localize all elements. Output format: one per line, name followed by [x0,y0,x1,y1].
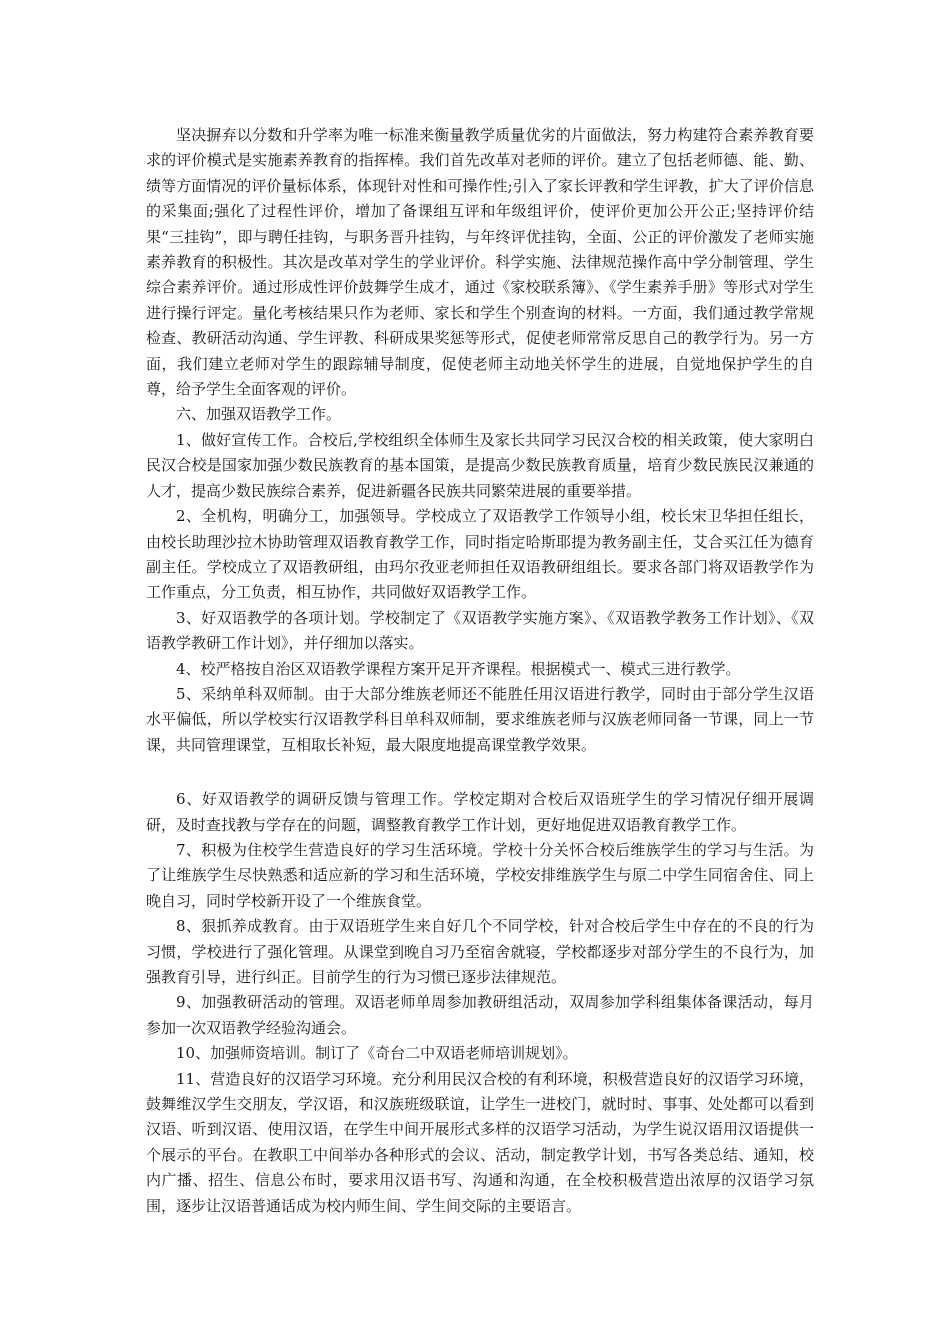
paragraph-item-10: 10、加强师资培训。制订了《奇台二中双语老师培训规划》。 [176,1044,578,1063]
paragraph-item-6: 6、好双语教学的调研反馈与管理工作。学校定期对合校后双语班学生的学习情况仔细开展调研，及时查找教与学存在的问题，调整教育教学工作计划，更好地促进双语教育教学工作。 [146,790,814,834]
paragraph-item-4: 4、校严格按自治区双语教学课程方案开足开齐课程。根据模式一、模式三进行教学。 [176,659,741,678]
paragraph-item-5: 5、采纳单科双师制。由于大部分维族老师还不能胜任用汉语进行教学，同时由于部分学生汉语水平偏低，所以学校实行汉语教学科目单科双师制，要求维族老师与汉族老师同备一节课，同上一节课，共同管理课堂，互相取长补短，最大限度地提高课堂教学效果。 [146,684,814,754]
paragraph-item-9: 9、加强教研活动的管理。双语老师单周参加教研组活动，双周参加学科组集体备课活动，每月参加一次双语教学经验沟通会。 [146,993,814,1037]
document-body [146,123,814,1219]
paragraph-item-7: 7、积极为住校学生营造良好的学习生活环境。学校十分关怀合校后维族学生的学习与生活。为了让维族学生尽快熟悉和适应新的学习和生活环境，学校安排维族学生与原二中学生同宿舍住、同上晚自习，同时学校新开设了一个维族食堂。 [146,840,814,910]
paragraph-item-2: 2、全机构，明确分工，加强领导。学校成立了双语教学工作领导小组，校长宋卫华担任组长，由校长助理沙拉木协助管理双语教育教学工作，同时指定哈斯耶提为教务副主任，艾合买江任为德育副主任。学校成立了双语教研组，由玛尔孜亚老师担任双语教研组组长。要求各部门将双语教学作为工作重点，分工负责，相互协作，共同做好双语教学工作。 [146,507,814,602]
paragraph-item-8: 8、狠抓养成教育。由于双语班学生来自好几个不同学校，针对合校后学生中存在的不良的行为习惯，学校进行了强化管理。从课堂到晚自习乃至宿舍就寝，学校都逐步对部分学生的不良行为，加强教育引导，进行纠正。目前学生的行为习惯已逐步法律规范。 [146,917,814,986]
paragraph-item-1: 1、做好宣传工作。合校后,学校组织全体师生及家长共同学习民汉合校的相关政策，使大家明白民汉合校是国家加强少数民族教育的基本国策，是提高少数民族教育质量，培育少数民族民汉兼通的人才，提高少数民族综合素养，促进新疆各民族共同繁荣进展的重要举措。 [146,430,814,500]
paragraph-item-3: 3、好双语教学的各项计划。学校制定了《双语教学实施方案》、《双语教学教务工作计划》、《双语教学教研工作计划》，并仔细加以落实。 [146,608,814,653]
paragraph-item-11: 11、营造良好的汉语学习环境。充分利用民汉合校的有利环境，积极营造良好的汉语学习环境，鼓舞维汉学生交朋友，学汉语，和汉族班级联谊，让学生一进校门，就时时、事事、处处都可以看到汉语、听到汉语、使用汉语，在学生中间开展形式多样的汉语学习活动，为学生说汉语用汉语提供一个展示的平台。在教职工中间举办各种形式的会议、活动，制定教学计划，书写各类总结、通知，校内广播、招生、信息公布时，要求用汉语书写、沟通和沟通，在全校积极营造出浓厚的汉语学习氛围，逐步让汉语普通话成为校内师生间、学生间交际的主要语言。 [146,1069,814,1215]
paragraph-evaluation-reform: 坚决摒弃以分数和升学率为唯一标准来衡量教学质量优劣的片面做法，努力构建符合素养教育要求的评价模式是实施素养教育的指挥棒。我们首先改革对老师的评价。建立了包括老师德、能、勤、绩等方面情况的评价量标体系，体现针对性和可操作性;引入了家长评教和学生评教，扩大了评价信息的采集面;强化了过程性评价，增加了备课组互评和年级组评价，使评价更加公开公正;坚持评价结果“三挂钩”，即与聘任挂钩，与职务晋升挂钩，与年终评优挂钩，全面、公正的评价激发了老师实施素养教育的积极性。其次是改革对学生的学业评价。科学实施、法律规范操作高中学分制管理、学生综合素养评价。通过形成性评价鼓舞学生成才，通过《家校联系簿》、《学生素养手册》等形式对学生进行操行评定。量化考核结果只作为老师、家长和学生个别查询的材料。一方面，我们通过教学常规检查、教研活动沟通、学生评教、科研成果奖惩等形式，促使老师常常反思自己的教学行为。另一方面，我们建立老师对学生的跟踪辅导制度，促使老师主动地关怀学生的进展，自觉地保护学生的自尊，给予学生全面客观的评价。 [146,126,814,399]
section-heading-bilingual: 六、加强双语教学工作。 [176,405,342,424]
